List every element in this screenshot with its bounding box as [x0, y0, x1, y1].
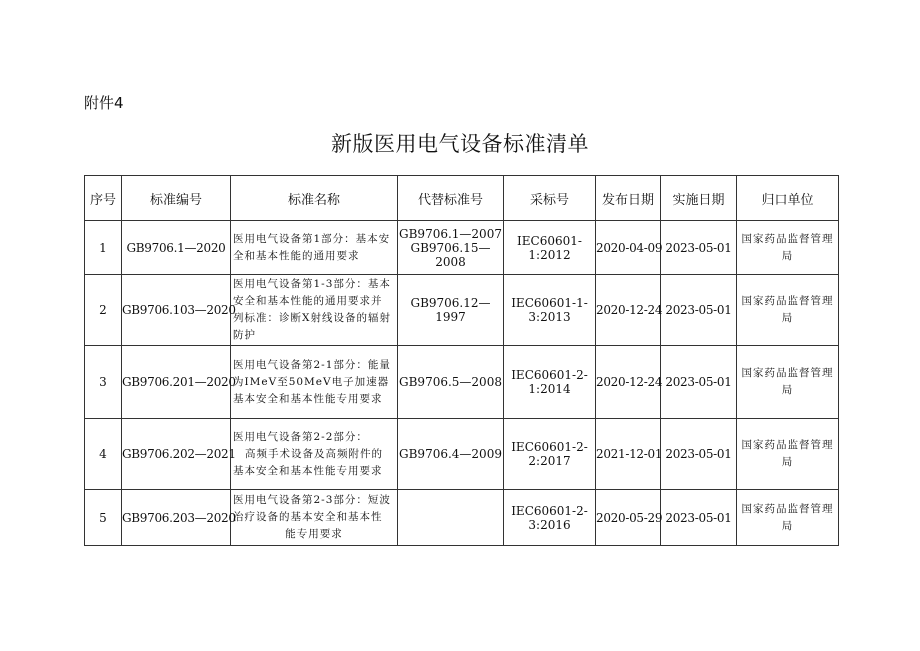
table-row: [85, 346, 839, 419]
cell-replace: [398, 490, 504, 546]
cell-name: [231, 346, 398, 419]
cell-code: GB9706.202—2021: [122, 419, 231, 490]
header-replace: 代替标准号: [398, 176, 504, 221]
name-line: 医用电气设备第2-2部分：: [233, 430, 368, 443]
replace-line: GB9706.4—2009: [399, 447, 502, 461]
adopt-line: 1:2012: [528, 247, 571, 262]
adopt-line: IEC60601-2-: [511, 503, 588, 518]
dept-line: 国家药品监督管理: [741, 367, 834, 379]
table-header-row: [85, 176, 839, 221]
cell-dept: [737, 275, 839, 346]
header-no: 序号: [85, 176, 122, 221]
dept-line: 国家药品监督管理: [741, 295, 834, 307]
header-adopt: 采标号: [504, 176, 596, 221]
cell-no: 1: [85, 221, 122, 275]
cell-no: 3: [85, 346, 122, 419]
cell-adopt: [504, 275, 596, 346]
name-line: 医用电气设备第1部分：基本安: [233, 232, 391, 245]
dept-line: 局: [781, 519, 794, 532]
adopt-line: IEC60601-: [517, 233, 582, 248]
dept-line: 局: [781, 249, 794, 262]
cell-dept: [737, 346, 839, 419]
dept-line: 国家药品监督管理: [741, 502, 834, 515]
cell-no: 5: [85, 490, 122, 546]
cell-code: GB9706.201—2020: [122, 346, 231, 419]
cell-implement: 2023-05-01: [661, 221, 737, 275]
cell-publish: 2021-12-01: [596, 419, 661, 490]
cell-no: 4: [85, 419, 122, 490]
cell-implement: 2023-05-01: [661, 346, 737, 419]
cell-adopt: [504, 419, 596, 490]
cell-dept: [737, 221, 839, 275]
header-dept: 归口单位: [737, 176, 839, 221]
dept-line: 国家药品监督管理: [741, 439, 834, 451]
name-line: 治疗设备的基本安全和基本性: [233, 511, 383, 523]
cell-replace: [398, 419, 504, 490]
name-line: 列标准：诊断X射线设备的辐射: [233, 312, 391, 324]
adopt-line: IEC60601-2-: [511, 368, 588, 382]
adopt-line: IEC60601-1-: [511, 296, 588, 310]
adopt-line: 3:2013: [528, 310, 571, 324]
dept-line: 局: [781, 384, 794, 396]
cell-name: [231, 419, 398, 490]
table-row: [85, 275, 839, 346]
cell-publish: 2020-04-09: [596, 221, 661, 275]
replace-line: GB9706.1—2007: [399, 226, 502, 241]
attachment-label: 附件4: [84, 94, 124, 112]
cell-adopt: [504, 490, 596, 546]
cell-replace: [398, 346, 504, 419]
page-title: 新版医用电气设备标准清单: [331, 132, 589, 156]
dept-line: 局: [781, 456, 794, 468]
dept-line: 国家药品监督管理: [741, 232, 834, 245]
cell-publish: 2020-05-29: [596, 490, 661, 546]
name-line: 基本安全和基本性能专用要求: [233, 392, 383, 405]
cell-no: 2: [85, 275, 122, 346]
name-line: 能专用要求: [285, 528, 343, 540]
name-line: 医用电气设备第2-3部分：短波: [233, 494, 391, 506]
adopt-line: 2:2017: [528, 454, 571, 468]
adopt-line: IEC60601-2-: [511, 440, 588, 454]
cell-name: [231, 275, 398, 346]
table-row: [85, 419, 839, 490]
name-line: 高频手术设备及高频附件的: [245, 447, 383, 460]
replace-line: GB9706.12—1997: [410, 296, 491, 324]
header-implement: 实施日期: [661, 176, 737, 221]
header-name: 标准名称: [231, 176, 398, 221]
name-line: 全和基本性能的通用要求: [233, 249, 360, 262]
replace-line: GB9706.5—2008: [399, 375, 502, 389]
table-row: [85, 490, 839, 546]
name-line: 医用电气设备第2-1部分：能量: [233, 358, 391, 371]
dept-line: 局: [781, 312, 794, 324]
cell-publish: 2020-12-24: [596, 275, 661, 346]
name-line: 基本安全和基本性能专用要求: [233, 464, 383, 477]
name-line: 安全和基本性能的通用要求并: [233, 295, 383, 307]
cell-code: GB9706.203—2020: [122, 490, 231, 546]
table-row: [85, 221, 839, 275]
cell-adopt: [504, 221, 596, 275]
cell-implement: 2023-05-01: [661, 275, 737, 346]
cell-dept: [737, 490, 839, 546]
cell-code: GB9706.1—2020: [122, 221, 231, 275]
adopt-line: 1:2014: [528, 382, 571, 396]
cell-name: [231, 221, 398, 275]
standards-table: [84, 175, 839, 546]
header-publish: 发布日期: [596, 176, 661, 221]
name-line: 防护: [233, 329, 256, 341]
cell-adopt: [504, 346, 596, 419]
cell-replace: [398, 275, 504, 346]
header-code: 标准编号: [122, 176, 231, 221]
cell-implement: 2023-05-01: [661, 419, 737, 490]
cell-publish: 2020-12-24: [596, 346, 661, 419]
cell-replace: [398, 221, 504, 275]
adopt-line: 3:2016: [528, 517, 571, 532]
name-line: 为IMeV至50MeV电子加速器: [233, 375, 390, 388]
cell-implement: 2023-05-01: [661, 490, 737, 546]
replace-line: GB9706.15—2008: [410, 240, 491, 269]
cell-dept: [737, 419, 839, 490]
cell-code: GB9706.103—2020: [122, 275, 231, 346]
name-line: 医用电气设备第1-3部分：基本: [233, 278, 391, 290]
cell-name: [231, 490, 398, 546]
